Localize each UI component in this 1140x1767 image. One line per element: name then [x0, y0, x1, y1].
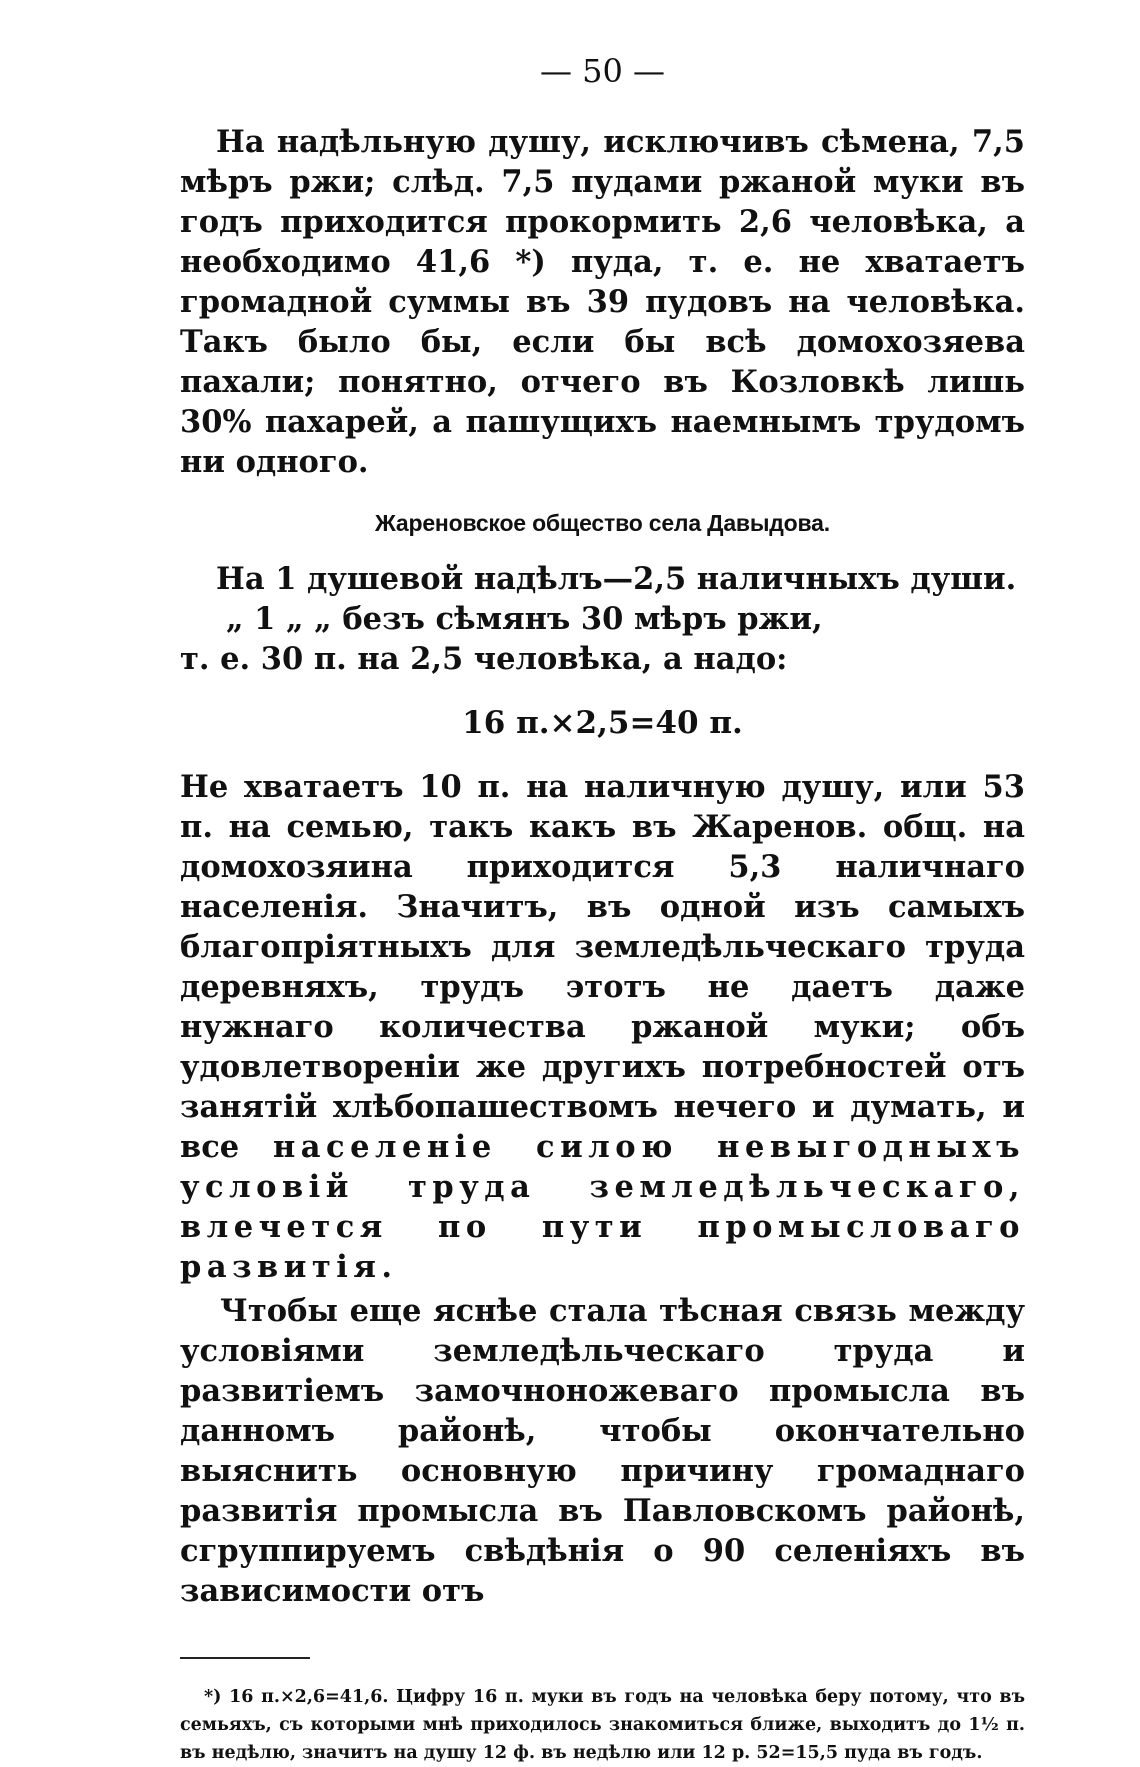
paragraph-deficit-spaced: населеніе силою невыгодныхъ условій труда земледѣльческаго, влечется по пути промысловаго развитія. — [180, 1129, 1025, 1285]
equation: 16 п.×2,5=40 п. — [462, 705, 743, 741]
section-heading: Жареновское общество села Давыдова. — [375, 510, 830, 536]
page-number: — 50 — — [539, 52, 666, 90]
paragraph-deficit — [180, 767, 1025, 1287]
paragraph-kozlovka: На надѣльную душу, исключивъ сѣмена, 7,5 мѣръ ржи; слѣд. 7,5 пудами ржаной муки въ годъ приходится прокормить 2,6 человѣка, а необходимо 41,6 *) пуда, т. е. не хватаетъ громадной суммы въ 39 пудовъ на человѣка. Такъ было бы, если бы всѣ домохозяева пахали; понятно, отчего въ Козловкѣ лишь 30% пахарей, а пашущихъ наемнымъ трудомъ ни одного. — [180, 124, 1025, 480]
allotment-line-3: т. е. 30 п. на 2,5 человѣка, а надо: — [180, 641, 788, 677]
footnote-divider — [180, 1657, 310, 1659]
allotment-line-1: На 1 душевой надѣлъ—2,5 наличныхъ души. — [216, 561, 1017, 597]
paragraph-deficit-text: Не хватаетъ 10 п. на наличную душу, или 53 п. на семью, такъ какъ въ Жаренов. общ. на домохозяина приходится 5,3 наличнаго населенія. Значитъ, въ одной изъ самыхъ благопріятныхъ для земледѣльческаго труда деревняхъ, трудъ этотъ не даетъ даже нужнаго количества ржаной муки; объ удовлетвореніи же другихъ потребностей отъ занятій хлѣбопашествомъ нечего и думать, и все — [180, 769, 1025, 1165]
paragraph-grouping: Чтобы еще яснѣе стала тѣсная связь между условіями земледѣльческаго труда и развитіемъ замочноножеваго промысла въ данномъ районѣ, чтобы окончательно выяснить основную причину громаднаго развитія промысла въ Павловскомъ районѣ, сгруппируемъ свѣдѣнія о 90 селеніяхъ въ зависимости отъ — [180, 1293, 1025, 1609]
allotment-line-2: „ 1 „ „ безъ сѣмянъ 30 мѣръ ржи, — [226, 601, 823, 637]
footnote: *) 16 п.×2,6=41,6. Цифру 16 п. муки въ годъ на человѣка беру потому, что въ семьяхъ, съ которыми мнѣ приходилось знакомиться ближе, выходитъ до 1½ п. въ недѣлю, значитъ на душу 12 ф. въ недѣлю или 12 р. 52=15,5 пуда въ годъ. — [180, 1687, 1025, 1763]
document-page — [180, 52, 1025, 1767]
